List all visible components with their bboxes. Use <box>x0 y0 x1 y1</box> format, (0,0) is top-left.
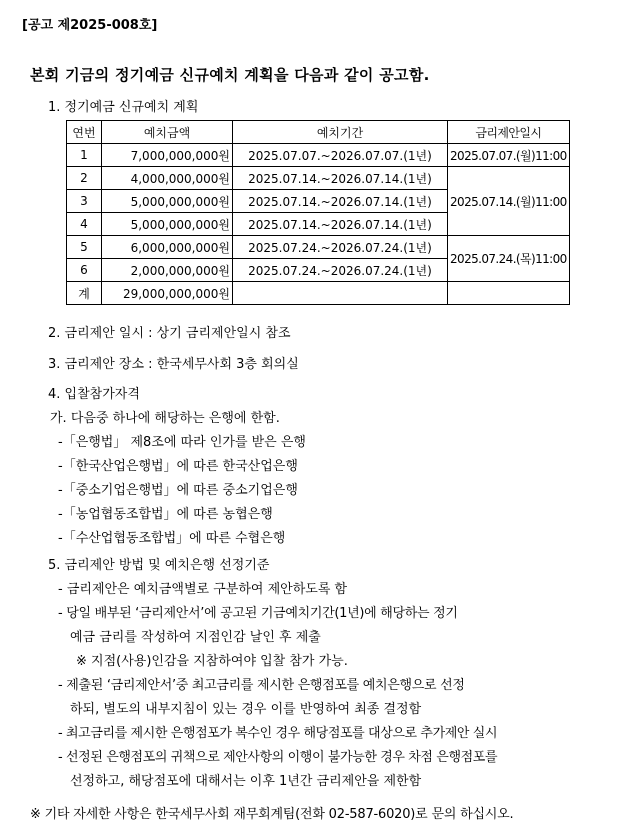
list-note: ※ 지점(사용)인감을 지참하여야 입찰 참가 가능. <box>76 654 348 669</box>
row-period: 2025.07.14.~2026.07.14.(1년) <box>233 213 448 236</box>
row-proposal-date: 2025.07.07.(월)11:00 <box>448 144 570 167</box>
list-item: -「한국산업은행법」에 따른 한국산업은행 <box>58 459 298 474</box>
section-4-heading: 4. 입찰참가자격 <box>48 387 140 402</box>
total-amount: 29,000,000,000원 <box>102 282 233 305</box>
list-item: - 선정된 은행점포의 귀책으로 제안사항의 이행이 불가능한 경우 차점 은행점포를 <box>58 750 498 765</box>
row-no: 2 <box>67 167 102 190</box>
list-item-continuation: 하되, 별도의 내부지침이 있는 경우 이를 반영하여 최종 결정함 <box>70 702 422 717</box>
row-proposal-date: 2025.07.14.(월)11:00 <box>448 167 570 236</box>
deposit-plan-table <box>66 120 570 305</box>
table-row <box>67 167 570 190</box>
total-label: 계 <box>67 282 102 305</box>
header-proposal-date: 금리제안일시 <box>448 121 570 144</box>
row-amount: 4,000,000,000원 <box>102 167 233 190</box>
section-5-heading: 5. 금리제안 방법 및 예치은행 선정기준 <box>48 558 270 573</box>
row-no: 1 <box>67 144 102 167</box>
row-proposal-date: 2025.07.24.(목)11:00 <box>448 236 570 282</box>
row-period: 2025.07.07.~2026.07.07.(1년) <box>233 144 448 167</box>
section-4-sub: 가. 다음중 하나에 해당하는 은행에 한함. <box>50 411 280 426</box>
row-amount: 5,000,000,000원 <box>102 190 233 213</box>
page-title: 본회 기금의 정기예금 신규예치 계획을 다음과 같이 공고함. <box>30 66 430 84</box>
list-item: -「중소기업은행법」에 따른 중소기업은행 <box>58 483 298 498</box>
list-item: - 제출된 ‘금리제안서’중 최고금리를 제시한 은행점포를 예치은행으로 선정 <box>58 678 465 693</box>
row-amount: 6,000,000,000원 <box>102 236 233 259</box>
header-period: 예치기간 <box>233 121 448 144</box>
list-item: -「농업협동조합법」에 따른 농협은행 <box>58 507 273 522</box>
table-total-row <box>67 282 570 305</box>
section-3: 3. 금리제안 장소 : 한국세무사회 3층 회의실 <box>48 357 299 372</box>
table-header-row <box>67 121 570 144</box>
row-no: 5 <box>67 236 102 259</box>
row-period: 2025.07.24.~2026.07.24.(1년) <box>233 259 448 282</box>
row-period: 2025.07.14.~2026.07.14.(1년) <box>233 167 448 190</box>
notice-number: [공고 제2025-008호] <box>22 18 158 33</box>
list-item: - 금리제안은 예치금액별로 구분하여 제안하도록 함 <box>58 582 348 597</box>
list-item: - 당일 배부된 ‘금리제안서’에 공고된 기금예치기간(1년)에 해당하는 정기 <box>58 606 458 621</box>
section-2: 2. 금리제안 일시 : 상기 금리제안일시 참조 <box>48 326 291 341</box>
total-period-empty <box>233 282 448 305</box>
list-item-continuation: 예금 금리를 작성하여 지점인감 날인 후 제출 <box>70 630 321 645</box>
table-row <box>67 144 570 167</box>
row-no: 3 <box>67 190 102 213</box>
row-period: 2025.07.14.~2026.07.14.(1년) <box>233 190 448 213</box>
list-item: - 최고금리를 제시한 은행점포가 복수인 경우 해당점포를 대상으로 추가제안 실시 <box>58 726 498 741</box>
row-no: 4 <box>67 213 102 236</box>
row-amount: 7,000,000,000원 <box>102 144 233 167</box>
row-amount: 2,000,000,000원 <box>102 259 233 282</box>
total-date-empty <box>448 282 570 305</box>
footer-note: ※ 기타 자세한 사항은 한국세무사회 재무회계팀(전화 02-587-6020)로 문의 하십시오. <box>30 807 514 822</box>
list-item: -「수산업협동조합법」에 따른 수협은행 <box>58 531 286 546</box>
table-row <box>67 236 570 259</box>
row-amount: 5,000,000,000원 <box>102 213 233 236</box>
list-item: -「은행법」 제8조에 따라 인가를 받은 은행 <box>58 435 306 450</box>
row-period: 2025.07.24.~2026.07.24.(1년) <box>233 236 448 259</box>
header-no: 연번 <box>67 121 102 144</box>
list-item-continuation: 선정하고, 해당점포에 대해서는 이후 1년간 금리제안을 제한함 <box>70 774 422 789</box>
section-1-heading: 1. 정기예금 신규예치 계획 <box>48 100 199 115</box>
header-amount: 예치금액 <box>102 121 233 144</box>
row-no: 6 <box>67 259 102 282</box>
